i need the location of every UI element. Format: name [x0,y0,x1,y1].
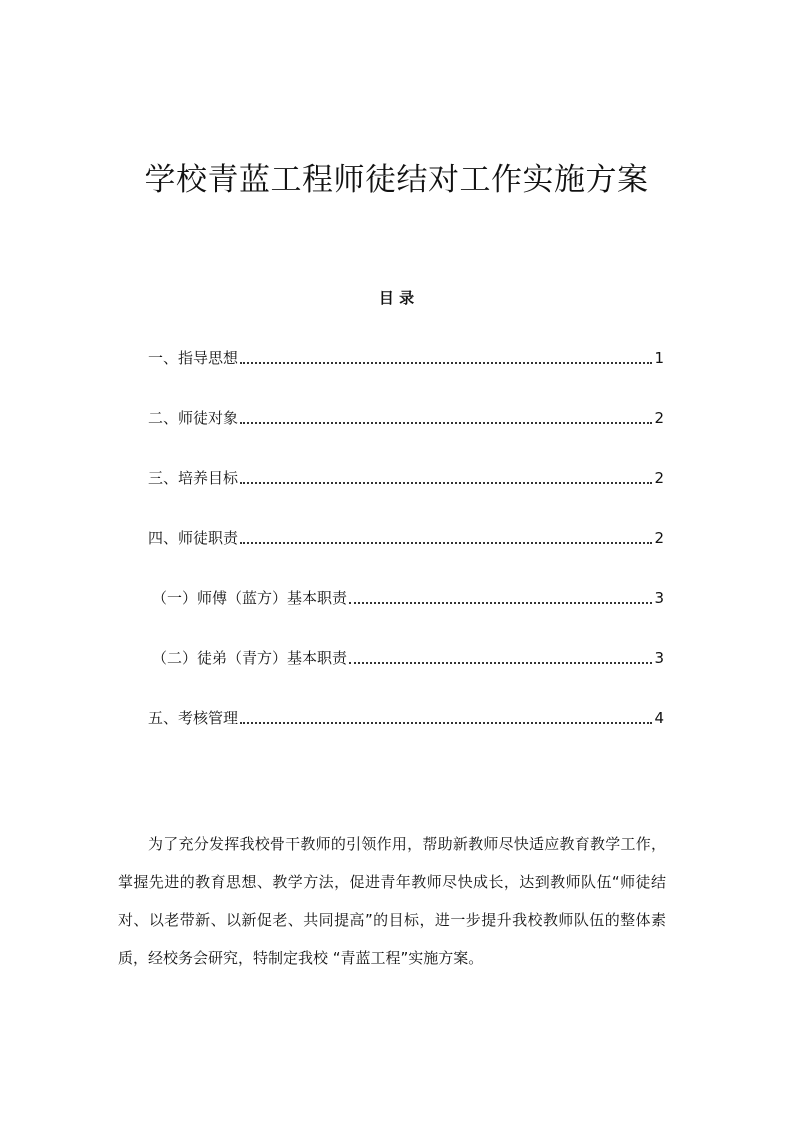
toc-dot-leader [240,362,652,364]
table-of-contents [148,346,664,766]
toc-entry[interactable] [148,526,664,550]
toc-entry-page: 4 [654,709,664,727]
toc-entry[interactable] [148,346,664,370]
toc-entry-label: 二、师徒对象 [148,409,239,427]
toc-dot-leader [240,542,652,544]
toc-dot-leader [349,662,652,664]
intro-paragraph: 为了充分发挥我校骨干教师的引领作用，帮助新教师尽快适应教育教学工作，掌握先进的教育思想、教学方法，促进青年教师尽快成长，达到教师队伍“师徒结对、以老带新、以新促老、共同提高”的目标，进一步提升我校教师队伍的整体素质，经校务会研究，特制定我校 “青蓝工程”实施方案。 [118,835,666,967]
toc-heading: 目 录 [378,289,415,307]
toc-subentry[interactable] [148,586,664,610]
toc-entry-page: 3 [654,649,664,667]
toc-dot-leader [240,422,652,424]
toc-entry-page: 3 [654,589,664,607]
toc-entry-page: 2 [654,529,664,547]
toc-entry[interactable] [148,466,664,490]
toc-dot-leader [240,482,652,484]
toc-entry-label: 五、考核管理 [148,709,239,727]
toc-entry-label: （二）徒弟（青方）基本职责 [152,649,348,667]
toc-entry[interactable] [148,706,664,730]
toc-subentry[interactable] [148,646,664,670]
toc-entry-label: 四、师徒职责 [148,529,239,547]
toc-entry-label: （一）师傅（蓝方）基本职责 [152,589,348,607]
document-title: 学校青蓝工程师徒结对工作实施方案 [144,162,649,198]
toc-entry-label: 一、指导思想 [148,349,239,367]
toc-entry-page: 2 [654,469,664,487]
toc-entry[interactable] [148,406,664,430]
toc-entry-label: 三、培养目标 [148,469,239,487]
toc-dot-leader [349,602,652,604]
toc-entry-page: 2 [654,409,664,427]
toc-dot-leader [240,722,652,724]
toc-entry-page: 1 [654,349,664,367]
